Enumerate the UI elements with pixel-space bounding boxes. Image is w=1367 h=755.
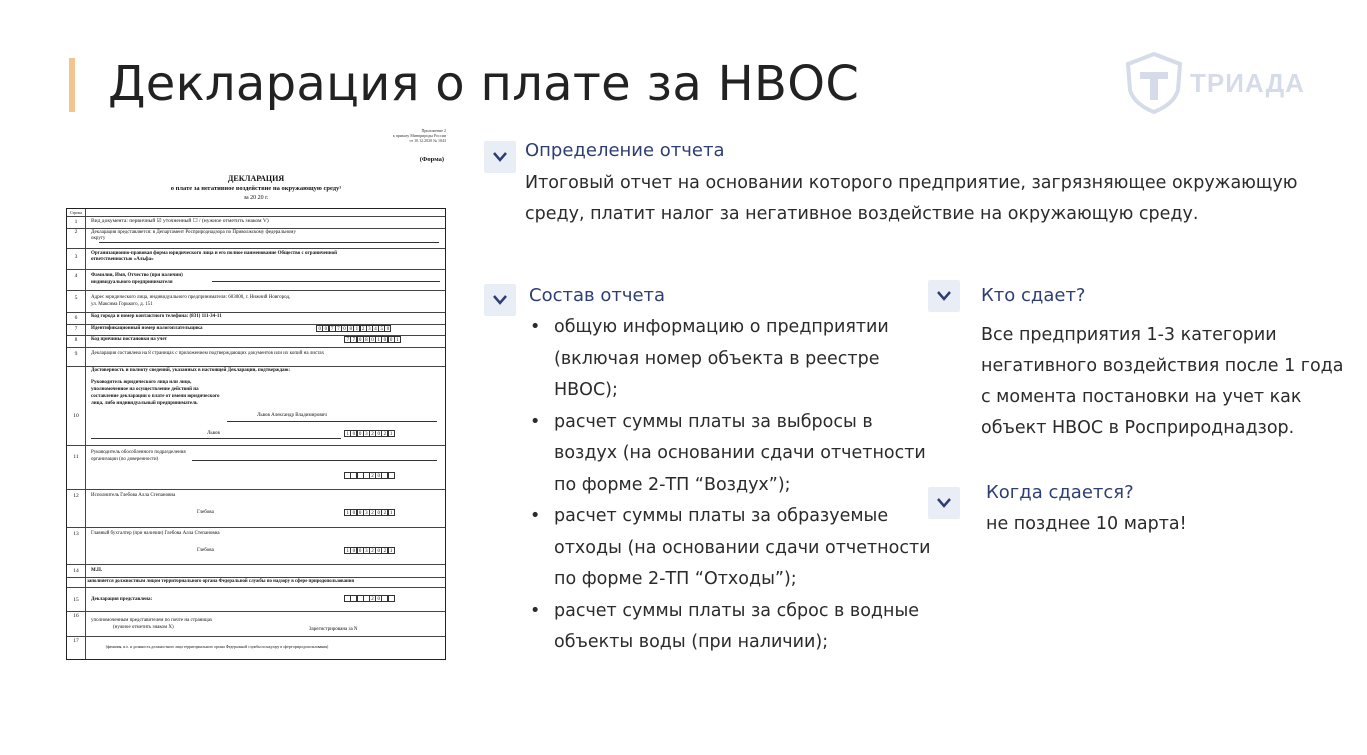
who-heading: Кто сдает? xyxy=(981,285,1086,306)
form-cell: 0 xyxy=(388,336,395,343)
form-cell: 0 xyxy=(350,430,357,437)
who-text: Все предприятия 1-3 категории негативного воздействия после 1 года с момента постановки на учет как объект НВОС в Росприроднадзор. xyxy=(981,325,1344,438)
form-cell: 2 xyxy=(369,547,376,554)
form-cell: 1 xyxy=(375,336,382,343)
form-cell: 5 xyxy=(378,325,385,332)
form-cell: 0 xyxy=(375,509,382,516)
inn-cells xyxy=(317,325,391,332)
form-cell: 0 xyxy=(357,430,364,437)
row-text: Вид документа: первичный ☑ уточненный ☐ / (нужное отметить знаком V) xyxy=(91,218,269,224)
form-cell: 1 xyxy=(344,547,351,554)
form-cell: 0 xyxy=(350,509,357,516)
row-number: 3 xyxy=(74,254,78,260)
row-text: Исполнитель Глебова Алла Степановна xyxy=(91,493,176,498)
page-title: Декларация о плате за НВОС xyxy=(108,56,860,112)
row-text: Код причины постановки на учет xyxy=(91,337,168,342)
row-text: Организационно-правовая форма юридического лица и его полное наименование Общество с ограниченной ответственностью «Альфа» xyxy=(91,251,338,262)
form-cell: 2 xyxy=(381,547,388,554)
date-cells-empty: 2 0 xyxy=(345,595,395,602)
row-number: 7 xyxy=(74,326,78,332)
form-cell: 1 xyxy=(388,547,395,554)
when-heading: Когда сдается? xyxy=(986,482,1134,503)
form-cell: 0 xyxy=(369,336,376,343)
row-number: 1 xyxy=(74,219,78,225)
form-cell: 4 xyxy=(372,325,379,332)
definition-text: Итоговый отчет на основании которого предприятие, загрязняющее окружающую среду, платит налог за негативное воздействие на окружающую среду. xyxy=(525,173,1298,224)
row-text: Главный бухгалтер (при наличии) Глебова Алла Степановна xyxy=(91,531,220,536)
form-cell: 0 xyxy=(350,547,357,554)
row-text: Декларация представлена: xyxy=(91,597,153,602)
form-cell: 1 xyxy=(388,430,395,437)
form-cell: 1 xyxy=(344,509,351,516)
form-cell: 2 xyxy=(369,430,376,437)
signer-12: Глебова xyxy=(197,510,214,515)
row-text: Декларация составлена на 8 страницах с приложением подтверждающих документов или их копий на листах xyxy=(91,351,325,356)
row-text: Зарегистрирована за N xyxy=(309,627,358,632)
form-cell: 3 xyxy=(363,547,370,554)
form-cell: 0 xyxy=(341,325,348,332)
section-note: заполняется должностным лицом территориального органа Федеральной службы по надзору в сфере природопользования xyxy=(87,579,355,584)
form-cell: 3 xyxy=(363,509,370,516)
row-number: 17 xyxy=(73,638,79,644)
row-number: 8 xyxy=(74,337,78,343)
form-cell: 0 xyxy=(381,336,388,343)
list-item: • расчет суммы платы за выбросы в воздух (на основании сдачи отчетности по форме 2-ТП “Воздух”); xyxy=(528,407,938,502)
form-doc-year: за 20 20 г. xyxy=(243,195,269,201)
row-number: 6 xyxy=(74,315,78,321)
row10-sign: Львов xyxy=(207,431,220,436)
form-cell: 1 xyxy=(353,325,360,332)
form-cell: 1 xyxy=(394,336,401,343)
form-cell: 7 xyxy=(335,325,342,332)
form-cell: 3 xyxy=(366,325,373,332)
row-number: 5 xyxy=(74,295,78,301)
list-item: • расчет суммы платы за сброс в водные объекты воды (при наличии); xyxy=(528,596,938,659)
form-cell: 1 xyxy=(388,509,395,516)
form-table xyxy=(66,208,446,660)
row-number: 15 xyxy=(73,597,79,603)
row-number: 2 xyxy=(74,229,78,235)
form-cell: 2 xyxy=(360,325,367,332)
chevron-down-icon xyxy=(928,487,960,519)
form-doc-title: ДЕКЛАРАЦИЯ xyxy=(227,174,285,183)
chevron-down-icon xyxy=(484,141,516,173)
row-number: 16 xyxy=(73,613,79,619)
form-cell: 8 xyxy=(363,336,370,343)
row-number: 12 xyxy=(73,493,79,499)
row-number: 10 xyxy=(73,413,79,419)
form-header-note: Приложение 2 к приказу Минприроды России от 10.12.2020 № 1043 xyxy=(392,128,446,143)
date-cells xyxy=(345,430,395,437)
form-cell: 1 xyxy=(344,430,351,437)
form-cell: 0 xyxy=(322,325,329,332)
shield-icon xyxy=(1124,52,1184,114)
logo-text: ТРИАДА xyxy=(1190,67,1305,98)
form-cell: 0 xyxy=(375,547,382,554)
row-number: 4 xyxy=(74,273,78,279)
composition-list xyxy=(528,312,938,659)
row-number: 14 xyxy=(73,568,79,574)
row-text: М.П. xyxy=(91,568,103,573)
list-item: • расчет суммы платы за образуемые отходы (на основании сдачи отчетности по форме 2-ТП “Отходы”); xyxy=(528,501,938,596)
chevron-down-icon xyxy=(484,284,516,316)
row10-text: Руководитель юридического лица или лицо, уполномоченное на осуществление действий на составление декларации о плате от имени юридического лица, либо индивидуальный предприниматель xyxy=(91,380,220,406)
row-text: Фамилия, Имя, Отчество (при наличии) индивидуального предпринимателя xyxy=(91,273,183,285)
definition-heading: Определение отчета xyxy=(525,140,725,161)
form-cell: 7 xyxy=(329,325,336,332)
list-item: • общую информацию о предприятии (включая номер объекта в реестре НВОС); xyxy=(528,312,938,407)
signer-13: Глебова xyxy=(197,548,214,553)
row-number: 9 xyxy=(74,351,78,357)
form-cell: 0 xyxy=(357,547,364,554)
form-cell: 0 xyxy=(357,509,364,516)
title-accent-bar xyxy=(69,58,75,112)
form-label: (Форма) xyxy=(419,156,444,163)
form-cell: 2 xyxy=(381,430,388,437)
date-cells-empty: 2 0 xyxy=(345,472,395,479)
date-cells xyxy=(345,509,395,516)
form-cell: 0 xyxy=(316,325,323,332)
composition-heading: Состав отчета xyxy=(529,285,666,306)
company-logo xyxy=(1124,52,1305,114)
chevron-down-icon xyxy=(928,280,960,312)
form-cell: 2 xyxy=(369,509,376,516)
form-cell: 3 xyxy=(363,430,370,437)
row-text: Достоверность и полноту сведений, указанных в настоящей Декларации, подтверждаю: xyxy=(91,368,290,373)
row-text: Руководитель обособленного подразделения организации (по доверенности) xyxy=(91,450,186,462)
form-cell: 7 xyxy=(350,336,357,343)
form-doc-subtitle: о плате за негативное воздействие на окружающую среду¹ xyxy=(170,185,342,192)
row-text: Декларация представляется: в Департамент Росприроднадзора по Приволжскому федеральному округу xyxy=(91,230,296,241)
when-text: не позднее 10 марта! xyxy=(986,514,1187,534)
row-text: Идентификационный номер налогоплательщика xyxy=(91,326,203,331)
form-cell: 0 xyxy=(384,325,391,332)
kpp-cells xyxy=(345,336,401,343)
row-text: Адрес юридического лица, индивидуального предпринимателя: 603000, г. Нижний Новгород, ул. Максима Горького, д. 151 xyxy=(91,295,291,307)
row-number: 11 xyxy=(73,454,79,460)
date-cells xyxy=(345,547,395,554)
row-text: уполномоченным представителем по почте на страницах xyxy=(91,618,213,623)
form-cell: 2 xyxy=(381,509,388,516)
form-cell: 7 xyxy=(344,336,351,343)
form-cell: 0 xyxy=(357,336,364,343)
row-number: Строка xyxy=(69,210,83,215)
form-cell: 8 xyxy=(347,325,354,332)
caption-footer: (фамилия, и.о. и должность должностного лица территориального органа Федеральной службы по надзору в сфере природопользования) xyxy=(105,645,329,649)
caption-mark: (нужное отметить знаком X) xyxy=(113,625,174,630)
declaration-form-image xyxy=(66,128,446,662)
row-text: Код города и номер контактного телефона: (831) 111-34-11 xyxy=(91,314,222,319)
form-cell: 0 xyxy=(375,430,382,437)
row-number: 13 xyxy=(73,531,79,537)
row10-name: Львов Александр Владимирович xyxy=(257,413,327,418)
